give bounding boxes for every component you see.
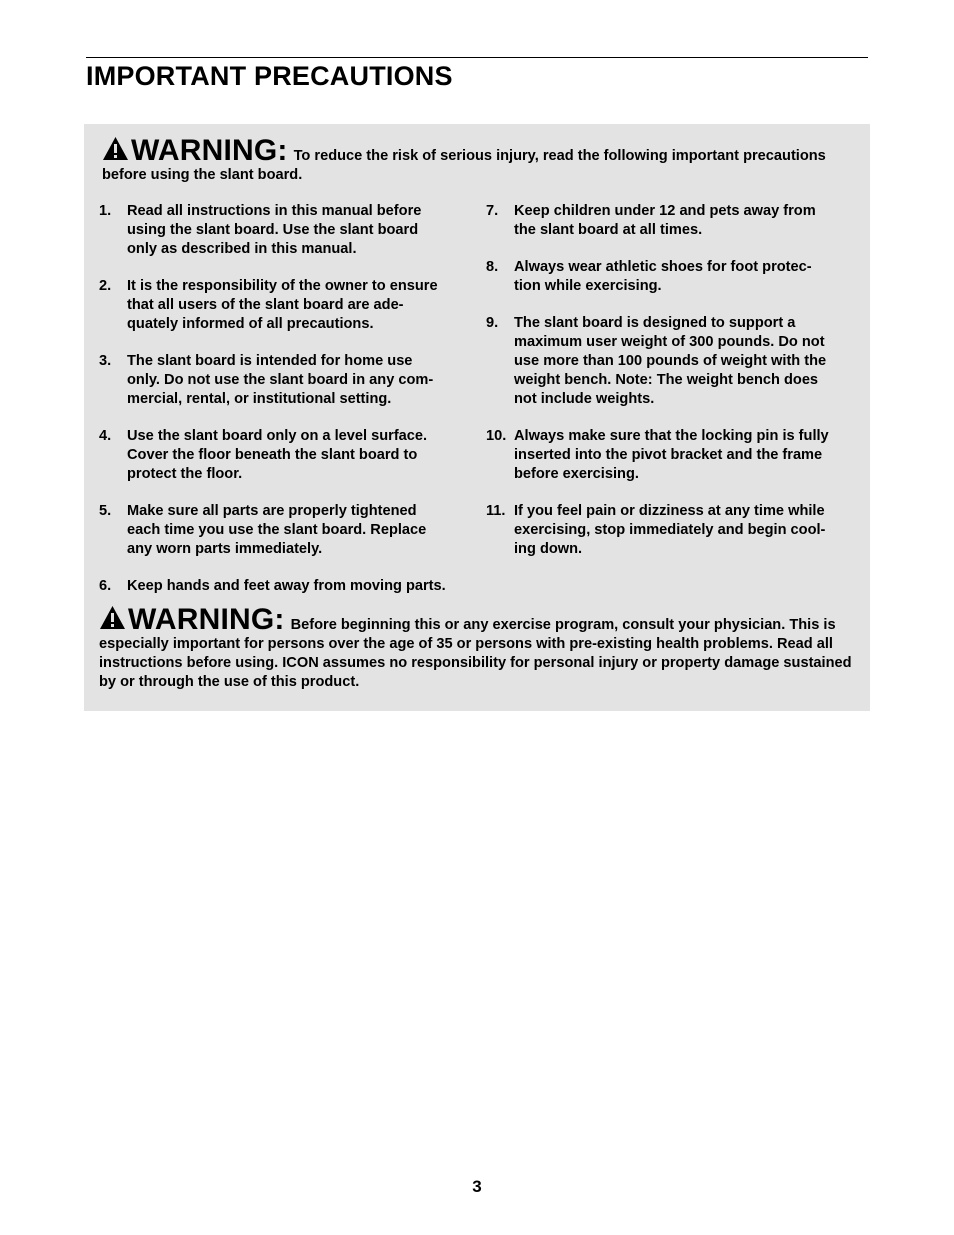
item-number: 10. [486, 428, 507, 444]
precaution-item [486, 314, 858, 409]
page-title: IMPORTANT PRECAUTIONS [86, 61, 453, 91]
warning-label: WARNING: [128, 603, 285, 636]
warning-top-text: To reduce the risk of serious injury, read the following important precautions before using the slant board. [102, 148, 826, 183]
warning-bottom [99, 605, 859, 692]
precaution-item [99, 502, 471, 559]
warning-top [102, 136, 862, 185]
precaution-item [486, 502, 858, 559]
item-text: Make sure all parts are properly tightened each time you use the slant board. Replace any worn parts immediately. [127, 503, 427, 557]
precaution-item [486, 202, 858, 240]
item-text: The slant board is intended for home use only. Do not use the slant board in any com- mercial, rental, or institutional setting. [127, 353, 434, 407]
precaution-item [99, 202, 471, 259]
item-number: 4. [99, 428, 112, 444]
item-text: Read all instructions in this manual before using the slant board. Use the slant board only as described in this manual. [127, 203, 422, 257]
item-text: Keep children under 12 and pets away from the slant board at all times. [514, 203, 816, 238]
page-number: 3 [472, 1177, 482, 1196]
warning-triangle-icon [102, 136, 129, 161]
item-text: Always wear athletic shoes for foot protec- tion while exercising. [514, 259, 812, 294]
precaution-item [486, 258, 858, 296]
item-number: 9. [486, 315, 499, 331]
precaution-item [99, 352, 471, 409]
item-number: 3. [99, 353, 112, 369]
item-number: 6. [99, 578, 112, 594]
precaution-item [99, 427, 471, 484]
item-text: Keep hands and feet away from moving parts. [127, 578, 446, 594]
item-number: 1. [99, 203, 112, 219]
precautions-right-column [486, 202, 858, 577]
precaution-item [99, 577, 471, 596]
precaution-item [486, 427, 858, 484]
item-number: 5. [99, 503, 112, 519]
warning-heading [102, 134, 294, 167]
item-text: Always make sure that the locking pin is fully inserted into the pivot bracket and the frame before exercising. [514, 428, 829, 482]
item-number: 7. [486, 203, 499, 219]
warning-heading [99, 603, 291, 636]
precautions-left-column [99, 202, 471, 614]
warning-bottom-text: Before beginning this or any exercise program, consult your physician. This is especially important for persons over the age of 35 or persons with pre-existing health problems. Read all instructions before using. ICON assumes no responsibility for personal injury or property damage sustained by or through the use of this product. [99, 617, 852, 690]
item-text: The slant board is designed to support a maximum user weight of 300 pounds. Do not use more than 100 pounds of weight with the weight bench. Note: The weight bench does not include weights. [514, 315, 827, 407]
top-rule [86, 57, 868, 58]
item-number: 8. [486, 259, 499, 275]
warning-triangle-icon [99, 605, 126, 630]
item-text: If you feel pain or dizziness at any time while exercising, stop immediately and begin cool- ing down. [514, 503, 826, 557]
item-number: 11. [486, 503, 506, 519]
item-text: It is the responsibility of the owner to ensure that all users of the slant board are ade- quately informed of all precautions. [127, 278, 438, 332]
precaution-item [99, 277, 471, 334]
item-number: 2. [99, 278, 112, 294]
item-text: Use the slant board only on a level surface. Cover the floor beneath the slant board to protect the floor. [127, 428, 428, 482]
warning-panel [84, 124, 870, 711]
warning-label: WARNING: [131, 134, 288, 167]
